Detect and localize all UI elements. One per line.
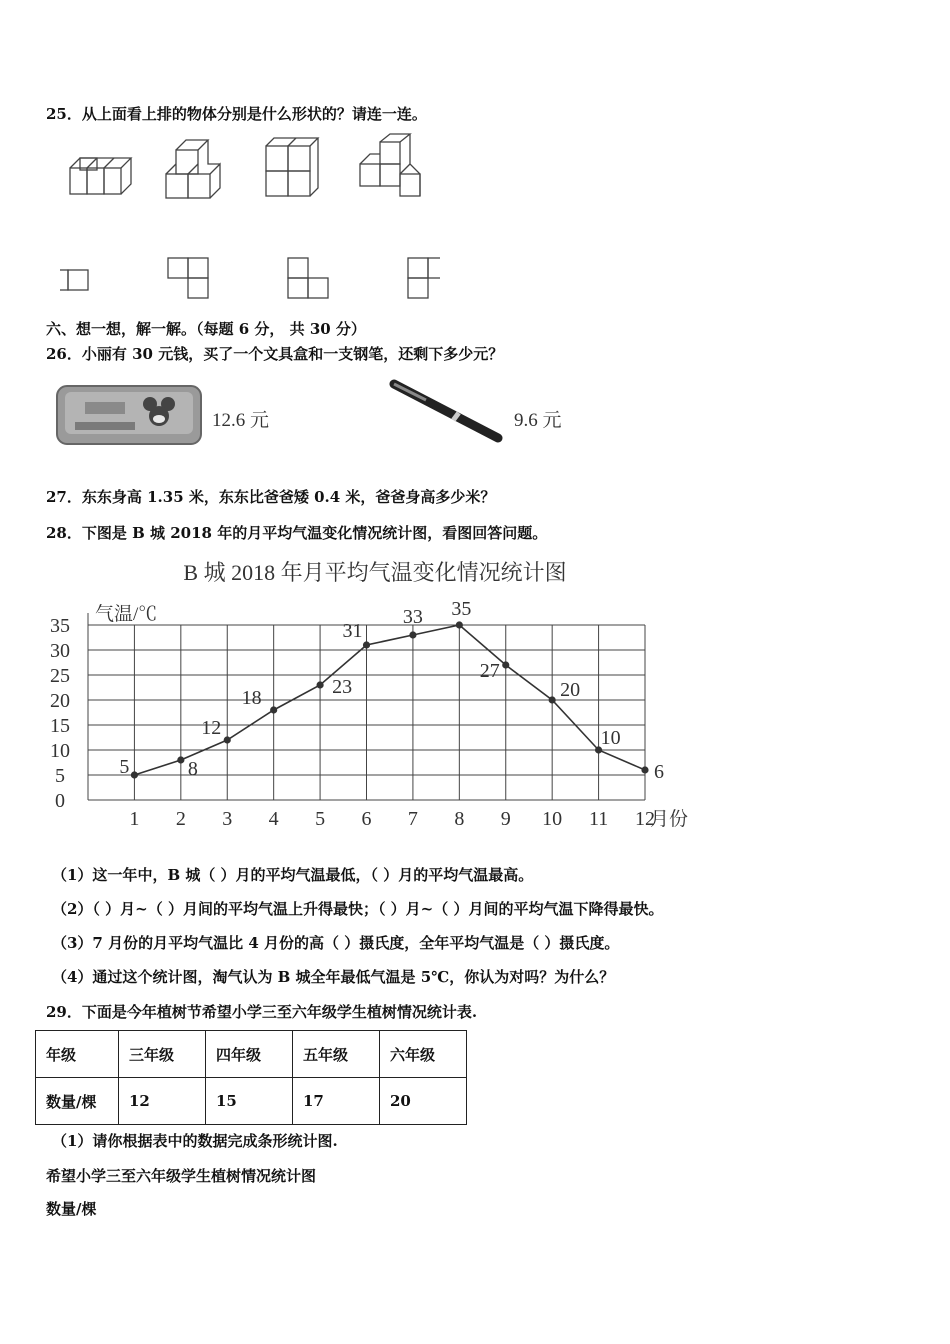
y-tick-label: 30 — [50, 640, 70, 662]
table-cell: 15 — [206, 1078, 293, 1125]
q27-text: 27．东东身高 1.35 米，东东比爸爸矮 0.4 米，爸爸身高多少米？ — [46, 488, 496, 506]
x-tick-label: 4 — [268, 808, 279, 830]
tree-planting-table — [35, 1030, 467, 1125]
pencil-box-image — [55, 382, 205, 448]
cube-solid-4 — [360, 134, 420, 196]
table-header-cell: 四年级 — [206, 1031, 293, 1078]
table-cell: 12 — [119, 1078, 206, 1125]
data-point — [549, 696, 556, 703]
x-tick-label: 3 — [222, 808, 233, 830]
x-tick-label: 9 — [500, 808, 511, 830]
table-header-cell: 年级 — [36, 1031, 119, 1078]
y-tick-label: 0 — [55, 790, 65, 812]
table-header-cell: 五年级 — [293, 1031, 380, 1078]
q28-sub3: （3）7 月份的月平均气温比 4 月份的高（ ）摄氏度，全年平均气温是（ ）摄氏度。 — [52, 934, 620, 952]
data-point — [502, 661, 509, 668]
data-label: 35 — [451, 598, 472, 620]
pen-price: 9.6 元 — [514, 410, 562, 431]
table-header-cell: 三年级 — [119, 1031, 206, 1078]
data-label: 18 — [241, 687, 262, 709]
data-label: 5 — [119, 756, 130, 778]
table-header-cell: 六年级 — [380, 1031, 467, 1078]
y-tick-label: 35 — [50, 615, 70, 637]
y-tick-label: 20 — [50, 690, 70, 712]
y-tick-label: 5 — [55, 765, 65, 787]
x-tick-label: 12 — [635, 808, 655, 830]
cube-solid-2 — [166, 140, 220, 198]
y-tick-label: 15 — [50, 715, 70, 737]
data-point — [177, 756, 184, 763]
y-tick-label: 25 — [50, 665, 70, 687]
section6-title: 六、想一想，解一解。（每题 6 分， 共 30 分） — [46, 320, 366, 338]
data-point — [409, 631, 416, 638]
table-row — [36, 1078, 467, 1125]
data-label: 12 — [201, 717, 222, 739]
q26-text: 26．小丽有 30 元钱，买了一个文具盒和一支钢笔，还剩下多少元？ — [46, 345, 504, 363]
top-view-4 — [408, 258, 440, 298]
table-cell: 数量/棵 — [36, 1078, 119, 1125]
data-point — [131, 771, 138, 778]
q29-text: 29．下面是今年植树节希望小学三至六年级学生植树情况统计表. — [46, 1003, 478, 1021]
chart-x-axis-label: 月份 — [650, 809, 689, 830]
data-point — [456, 621, 463, 628]
data-point — [224, 736, 231, 743]
cube-solid-3 — [266, 138, 318, 196]
table-header-row — [36, 1031, 467, 1078]
data-label: 23 — [332, 676, 353, 698]
q29-chart-ylabel: 数量/棵 — [46, 1200, 97, 1218]
data-point — [641, 766, 648, 773]
x-tick-label: 6 — [361, 808, 372, 830]
top-view-2 — [168, 258, 208, 298]
x-tick-label: 10 — [542, 808, 563, 830]
data-point — [363, 641, 370, 648]
data-label: 10 — [600, 727, 621, 749]
data-label: 20 — [560, 679, 581, 701]
pencil-box-price: 12.6 元 — [212, 410, 270, 431]
q25-text: 25．从上面看上排的物体分别是什么形状的？请连一连。 — [46, 105, 427, 123]
chart-y-axis-label: 气温/℃ — [95, 604, 158, 625]
top-view-1 — [60, 270, 88, 290]
top-view-3 — [288, 258, 328, 298]
x-tick-label: 1 — [129, 808, 140, 830]
q28-sub1: （1）这一年中，B 城（ ）月的平均气温最低，（ ）月的平均气温最高。 — [52, 866, 534, 884]
x-tick-label: 11 — [588, 808, 609, 830]
data-point — [270, 706, 277, 713]
chart-title: B 城 2018 年月平均气温变化情况统计图 — [183, 560, 567, 585]
table-cell: 17 — [293, 1078, 380, 1125]
q28-text: 28．下图是 B 城 2018 年的月平均气温变化情况统计图，看图回答问题。 — [46, 524, 548, 542]
data-label: 33 — [402, 606, 423, 628]
q28-sub2: （2）（ ）月~（ ）月间的平均气温上升得最快；（ ）月~（ ）月间的平均气温下降得最快。 — [52, 900, 664, 918]
data-point — [316, 681, 323, 688]
data-label: 6 — [654, 761, 664, 783]
data-label: 27 — [479, 660, 500, 682]
x-tick-label: 7 — [407, 808, 418, 830]
q28-sub4: （4）通过这个统计图，淘气认为 B 城全年最低气温是 5℃，你认为对吗？为什么？ — [52, 968, 615, 986]
cube-solid-1 — [70, 158, 131, 194]
data-label: 31 — [342, 620, 363, 642]
pen-image — [386, 378, 506, 448]
x-tick-label: 8 — [454, 808, 465, 830]
q25-figures — [60, 130, 440, 310]
x-tick-label: 5 — [315, 808, 326, 830]
y-tick-label: 10 — [50, 740, 70, 762]
temperature-line-chart — [0, 550, 760, 840]
data-label: 8 — [187, 758, 198, 780]
table-cell: 20 — [380, 1078, 467, 1125]
q29-chart-title: 希望小学三至六年级学生植树情况统计图 — [46, 1167, 317, 1185]
q29-sub1: （1）请你根据表中的数据完成条形统计图. — [52, 1132, 338, 1150]
x-tick-label: 2 — [175, 808, 186, 830]
